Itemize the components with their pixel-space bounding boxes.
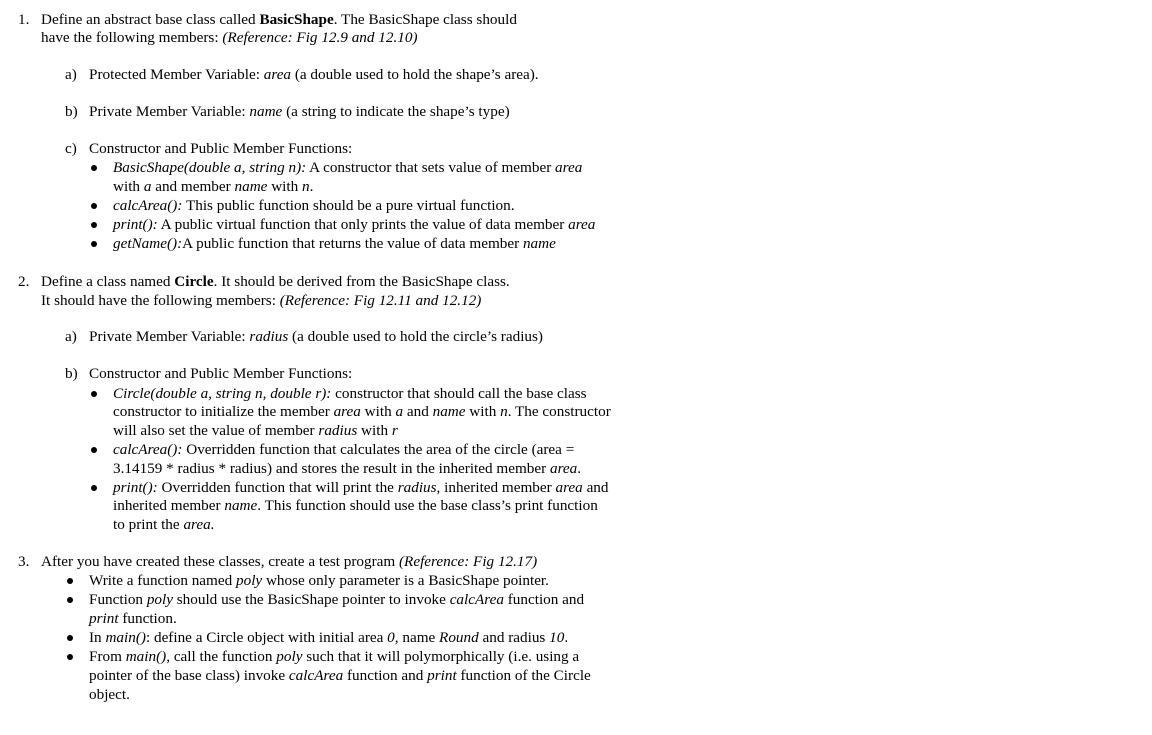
section-1-line-1: Define an abstract base class called BasicShape. The BasicShape class should bbox=[41, 11, 517, 28]
bullet bbox=[67, 635, 73, 641]
sub-label-2a: a) bbox=[65, 328, 77, 345]
item-number-2: 2. bbox=[18, 273, 30, 290]
section-2b-bullet-1-line-2: constructor to initialize the member area with a and name with n. The constructor bbox=[113, 403, 611, 420]
bullet bbox=[67, 654, 73, 660]
section-1c-bullet-2: calcArea(): This public function should be a pure virtual function. bbox=[113, 197, 515, 214]
section-2b-bullet-1-line-3: will also set the value of member radius with r bbox=[113, 422, 398, 439]
section-3-bullet-3: In main(): define a Circle object with initial area 0, name Round and radius 10. bbox=[89, 629, 569, 646]
section-3-line-1: After you have created these classes, create a test program (Reference: Fig 12.17) bbox=[41, 553, 538, 570]
bullet bbox=[91, 391, 97, 397]
bullet bbox=[91, 203, 97, 209]
section-1c-text: Constructor and Public Member Functions: bbox=[89, 140, 353, 157]
section-3-bullet-2-line-2: print function. bbox=[89, 610, 177, 627]
section-2b-bullet-1-line-1: Circle(double a, string n, double r): constructor that should call the base class bbox=[113, 385, 587, 402]
item-number-1: 1. bbox=[18, 11, 30, 28]
bullet bbox=[91, 165, 97, 171]
section-3-bullet-4-line-2: pointer of the base class) invoke calcArea function and print function of the Circle bbox=[89, 667, 591, 684]
sub-label-1a: a) bbox=[65, 66, 77, 83]
section-2b-bullet-2-line-2: 3.14159 * radius * radius) and stores the result in the inherited member area. bbox=[113, 460, 582, 477]
sub-label-1c: c) bbox=[65, 140, 77, 157]
section-1a-text: Protected Member Variable: area (a double used to hold the shape’s area). bbox=[89, 66, 539, 83]
section-1c-bullet-1-line-2: with a and member name with n. bbox=[113, 178, 314, 195]
section-2b-bullet-2-line-1: calcArea(): Overridden function that calculates the area of the circle (area = bbox=[113, 441, 575, 458]
section-1-line-2: have the following members: (Reference: Fig 12.9 and 12.10) bbox=[41, 29, 418, 46]
section-1c-bullet-1-line-1: BasicShape(double a, string n): A constructor that sets value of member area bbox=[113, 159, 583, 176]
section-2b-bullet-3-line-3: to print the area. bbox=[113, 516, 215, 533]
bullet bbox=[91, 241, 97, 247]
section-2a-text: Private Member Variable: radius (a double used to hold the circle’s radius) bbox=[89, 328, 543, 345]
section-3-bullet-4-line-1: From main(), call the function poly such that it will polymorphically (i.e. using a bbox=[89, 648, 580, 665]
section-3-bullet-1: Write a function named poly whose only parameter is a BasicShape pointer. bbox=[89, 572, 549, 589]
section-3-bullet-2-line-1: Function poly should use the BasicShape pointer to invoke calcArea function and bbox=[89, 591, 585, 608]
bullet bbox=[67, 578, 73, 584]
section-2-line-2: It should have the following members: (Reference: Fig 12.11 and 12.12) bbox=[41, 292, 482, 309]
sub-label-2b: b) bbox=[65, 365, 78, 382]
section-2b-text: Constructor and Public Member Functions: bbox=[89, 365, 353, 382]
section-1b-text: Private Member Variable: name (a string to indicate the shape’s type) bbox=[89, 103, 510, 120]
section-1c-bullet-3: print(): A public virtual function that only prints the value of data member area bbox=[113, 216, 596, 233]
section-3-bullet-4-line-3: object. bbox=[89, 686, 130, 703]
section-2-line-1: Define a class named Circle. It should be derived from the BasicShape class. bbox=[41, 273, 510, 290]
section-1c-bullet-4: getName():A public function that returns the value of data member name bbox=[113, 235, 556, 252]
item-number-3: 3. bbox=[18, 553, 30, 570]
section-2b-bullet-3-line-2: inherited member name. This function should use the base class’s print function bbox=[113, 497, 598, 514]
sub-label-1b: b) bbox=[65, 103, 78, 120]
bullet bbox=[67, 597, 73, 603]
bullet bbox=[91, 447, 97, 453]
bullet bbox=[91, 222, 97, 228]
section-2b-bullet-3-line-1: print(): Overridden function that will print the radius, inherited member area and bbox=[113, 479, 609, 496]
bullet bbox=[91, 485, 97, 491]
